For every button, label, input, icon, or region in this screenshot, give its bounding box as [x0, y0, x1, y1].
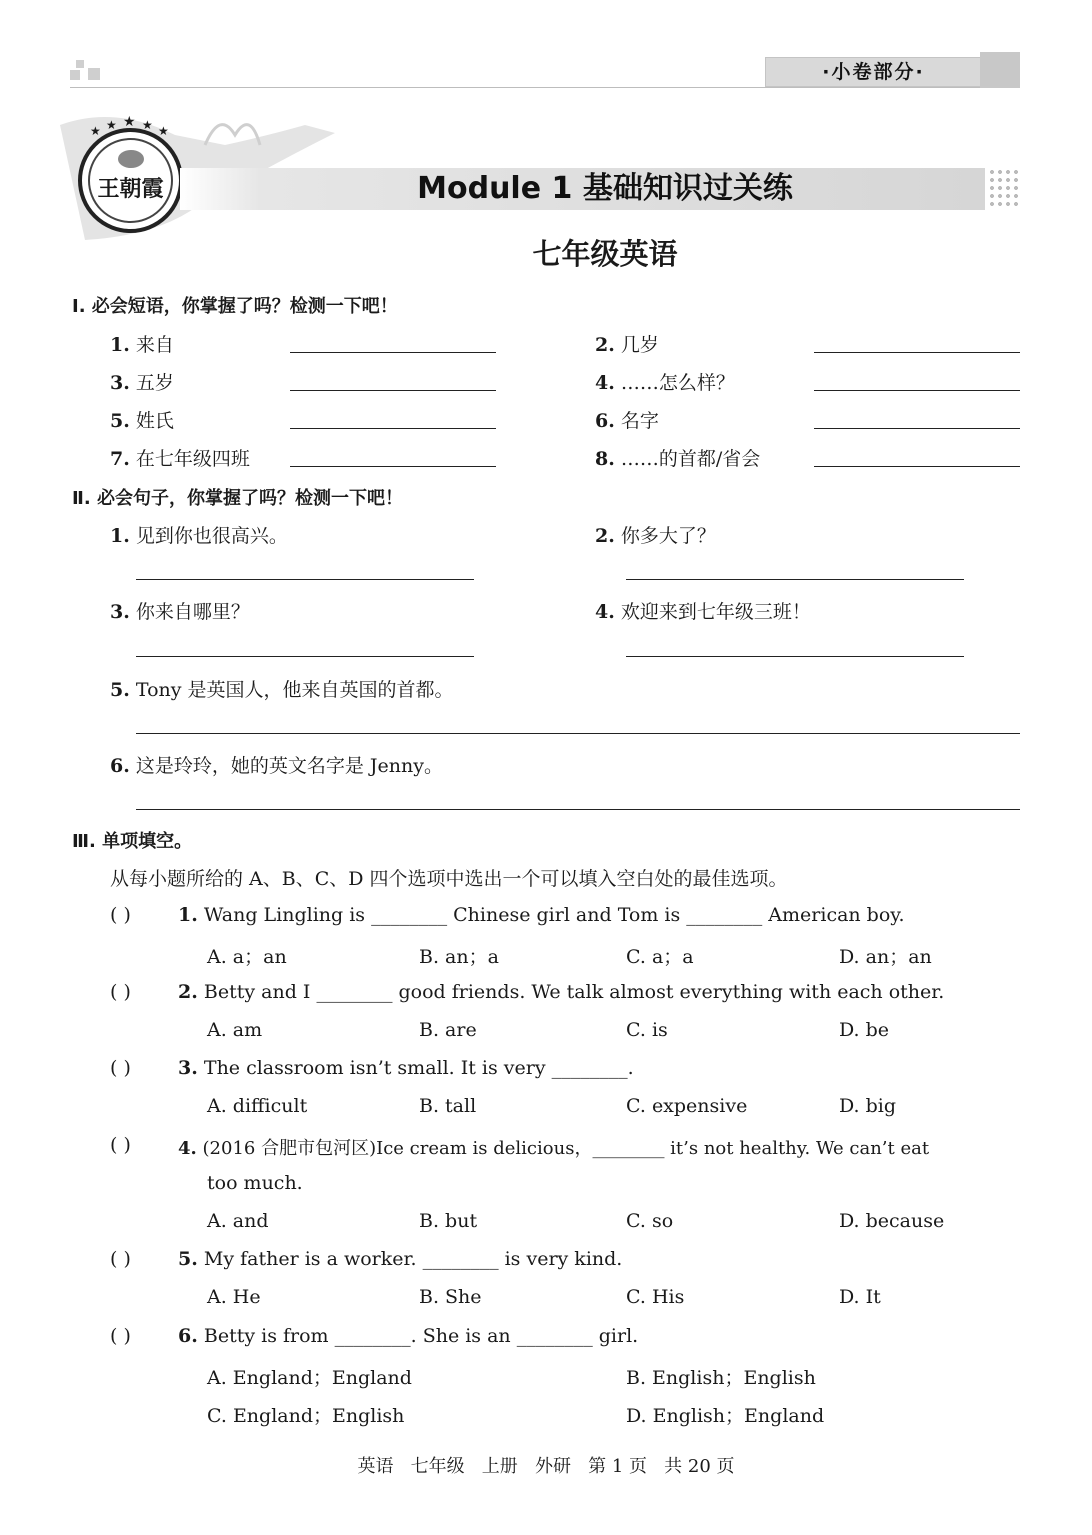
phrase-item: 1. 来自 — [110, 334, 174, 356]
question-stem: 4. (2016 合肥市包河区)Ice cream is delicious，________ it’s not healthy. We can’t eat — [178, 1138, 930, 1159]
option[interactable]: C. is — [626, 1019, 668, 1041]
phrase-item: 3. 五岁 — [110, 372, 174, 394]
phrase-item: 6. 名字 — [595, 410, 659, 432]
option[interactable]: C. His — [626, 1286, 685, 1308]
option[interactable]: A. England；England — [207, 1367, 412, 1389]
logo — [78, 128, 183, 233]
option[interactable]: A. difficult — [207, 1095, 308, 1117]
header-decoration — [76, 60, 84, 68]
page-subtitle: 七年级英语 — [532, 237, 678, 271]
header-decoration — [70, 70, 80, 80]
page-title: Module 1 基础知识过关练 — [417, 171, 793, 206]
option[interactable]: D. English；England — [626, 1405, 825, 1427]
star-icon: ★ — [90, 124, 101, 138]
option[interactable]: B. tall — [419, 1095, 477, 1117]
header-rule — [70, 87, 1020, 88]
option[interactable]: D. an；an — [839, 946, 932, 968]
option[interactable]: D. be — [839, 1019, 890, 1041]
question-stem-continued: too much. — [207, 1172, 303, 1194]
sentence-item: 5. Tony 是英国人，他来自英国的首都。 — [110, 679, 454, 701]
answer-line[interactable] — [814, 466, 1020, 467]
star-icon: ★ — [123, 114, 136, 130]
answer-line[interactable] — [814, 428, 1020, 429]
question-stem: 2. Betty and I ________ good friends. We talk almost everything with each other. — [178, 981, 945, 1003]
phrase-item: 2. 几岁 — [595, 334, 659, 356]
answer-line[interactable] — [290, 466, 496, 467]
logo-emblem — [118, 150, 144, 168]
section1-heading: Ⅰ. 必会短语，你掌握了吗？检测一下吧！ — [72, 296, 398, 317]
phrase-item: 4. ……怎么样？ — [595, 372, 735, 394]
option[interactable]: C. a；a — [626, 946, 694, 968]
sentence-item: 1. 见到你也很高兴。 — [110, 525, 288, 547]
phrase-item: 7. 在七年级四班 — [110, 448, 250, 470]
answer-line[interactable] — [290, 352, 496, 353]
answer-bracket[interactable]: ( ) — [110, 904, 131, 926]
option[interactable]: B. She — [419, 1286, 482, 1308]
option[interactable]: B. an；a — [419, 946, 499, 968]
option[interactable]: A. a；an — [207, 946, 287, 968]
option[interactable]: C. so — [626, 1210, 674, 1232]
answer-line[interactable] — [814, 352, 1020, 353]
header-decoration — [88, 68, 100, 80]
answer-bracket[interactable]: ( ) — [110, 1325, 131, 1347]
header-decoration — [980, 52, 1020, 88]
option[interactable]: C. expensive — [626, 1095, 748, 1117]
question-stem: 5. My father is a worker. ________ is very kind. — [178, 1248, 623, 1270]
answer-line[interactable] — [136, 656, 474, 657]
page-footer: 英语 七年级 上册 外研 第 1 页 共 20 页 — [357, 1456, 735, 1477]
option[interactable]: B. are — [419, 1019, 477, 1041]
option[interactable]: B. but — [419, 1210, 478, 1232]
sentence-item: 2. 你多大了？ — [595, 525, 716, 547]
star-icon: ★ — [158, 124, 169, 138]
answer-bracket[interactable]: ( ) — [110, 1134, 131, 1156]
answer-line[interactable] — [290, 390, 496, 391]
option[interactable]: A. He — [207, 1286, 261, 1308]
star-icon: ★ — [106, 118, 117, 132]
answer-bracket[interactable]: ( ) — [110, 1248, 131, 1270]
question-stem: 3. The classroom isn’t small. It is very ________. — [178, 1057, 634, 1079]
answer-line[interactable] — [290, 428, 496, 429]
question-stem: 1. Wang Lingling is ________ Chinese girl and Tom is ________ American boy. — [178, 904, 905, 926]
answer-line[interactable] — [136, 733, 1020, 734]
phrase-item: 8. ……的首都/省会 — [595, 448, 761, 470]
phrase-item: 5. 姓氏 — [110, 410, 174, 432]
option[interactable]: C. England；English — [207, 1405, 405, 1427]
section-tag: ·小卷部分· — [765, 57, 982, 87]
option[interactable]: B. English；English — [626, 1367, 816, 1389]
logo-text: 王朝霞 — [97, 176, 164, 202]
option[interactable]: A. and — [207, 1210, 269, 1232]
option[interactable]: A. am — [207, 1019, 263, 1041]
answer-line[interactable] — [814, 390, 1020, 391]
option[interactable]: D. big — [839, 1095, 897, 1117]
sentence-item: 4. 欢迎来到七年级三班！ — [595, 601, 811, 623]
answer-line[interactable] — [136, 809, 1020, 810]
answer-bracket[interactable]: ( ) — [110, 981, 131, 1003]
answer-line[interactable] — [626, 579, 964, 580]
section3-heading: Ⅲ. 单项填空。 — [72, 831, 193, 852]
star-icon: ★ — [142, 118, 153, 132]
title-dots — [988, 168, 1022, 210]
option[interactable]: D. because — [839, 1210, 945, 1232]
sentence-item: 6. 这是玲玲，她的英文名字是 Jenny。 — [110, 755, 443, 777]
question-stem: 6. Betty is from ________. She is an ________ girl. — [178, 1325, 639, 1347]
option[interactable]: D. It — [839, 1286, 881, 1308]
answer-line[interactable] — [136, 579, 474, 580]
answer-bracket[interactable]: ( ) — [110, 1057, 131, 1079]
section2-heading: Ⅱ. 必会句子，你掌握了吗？检测一下吧！ — [72, 488, 403, 509]
sentence-item: 3. 你来自哪里？ — [110, 601, 250, 623]
answer-line[interactable] — [626, 656, 964, 657]
section3-instruction: 从每小题所给的 A、B、C、D 四个选项中选出一个可以填入空白处的最佳选项。 — [110, 868, 788, 890]
